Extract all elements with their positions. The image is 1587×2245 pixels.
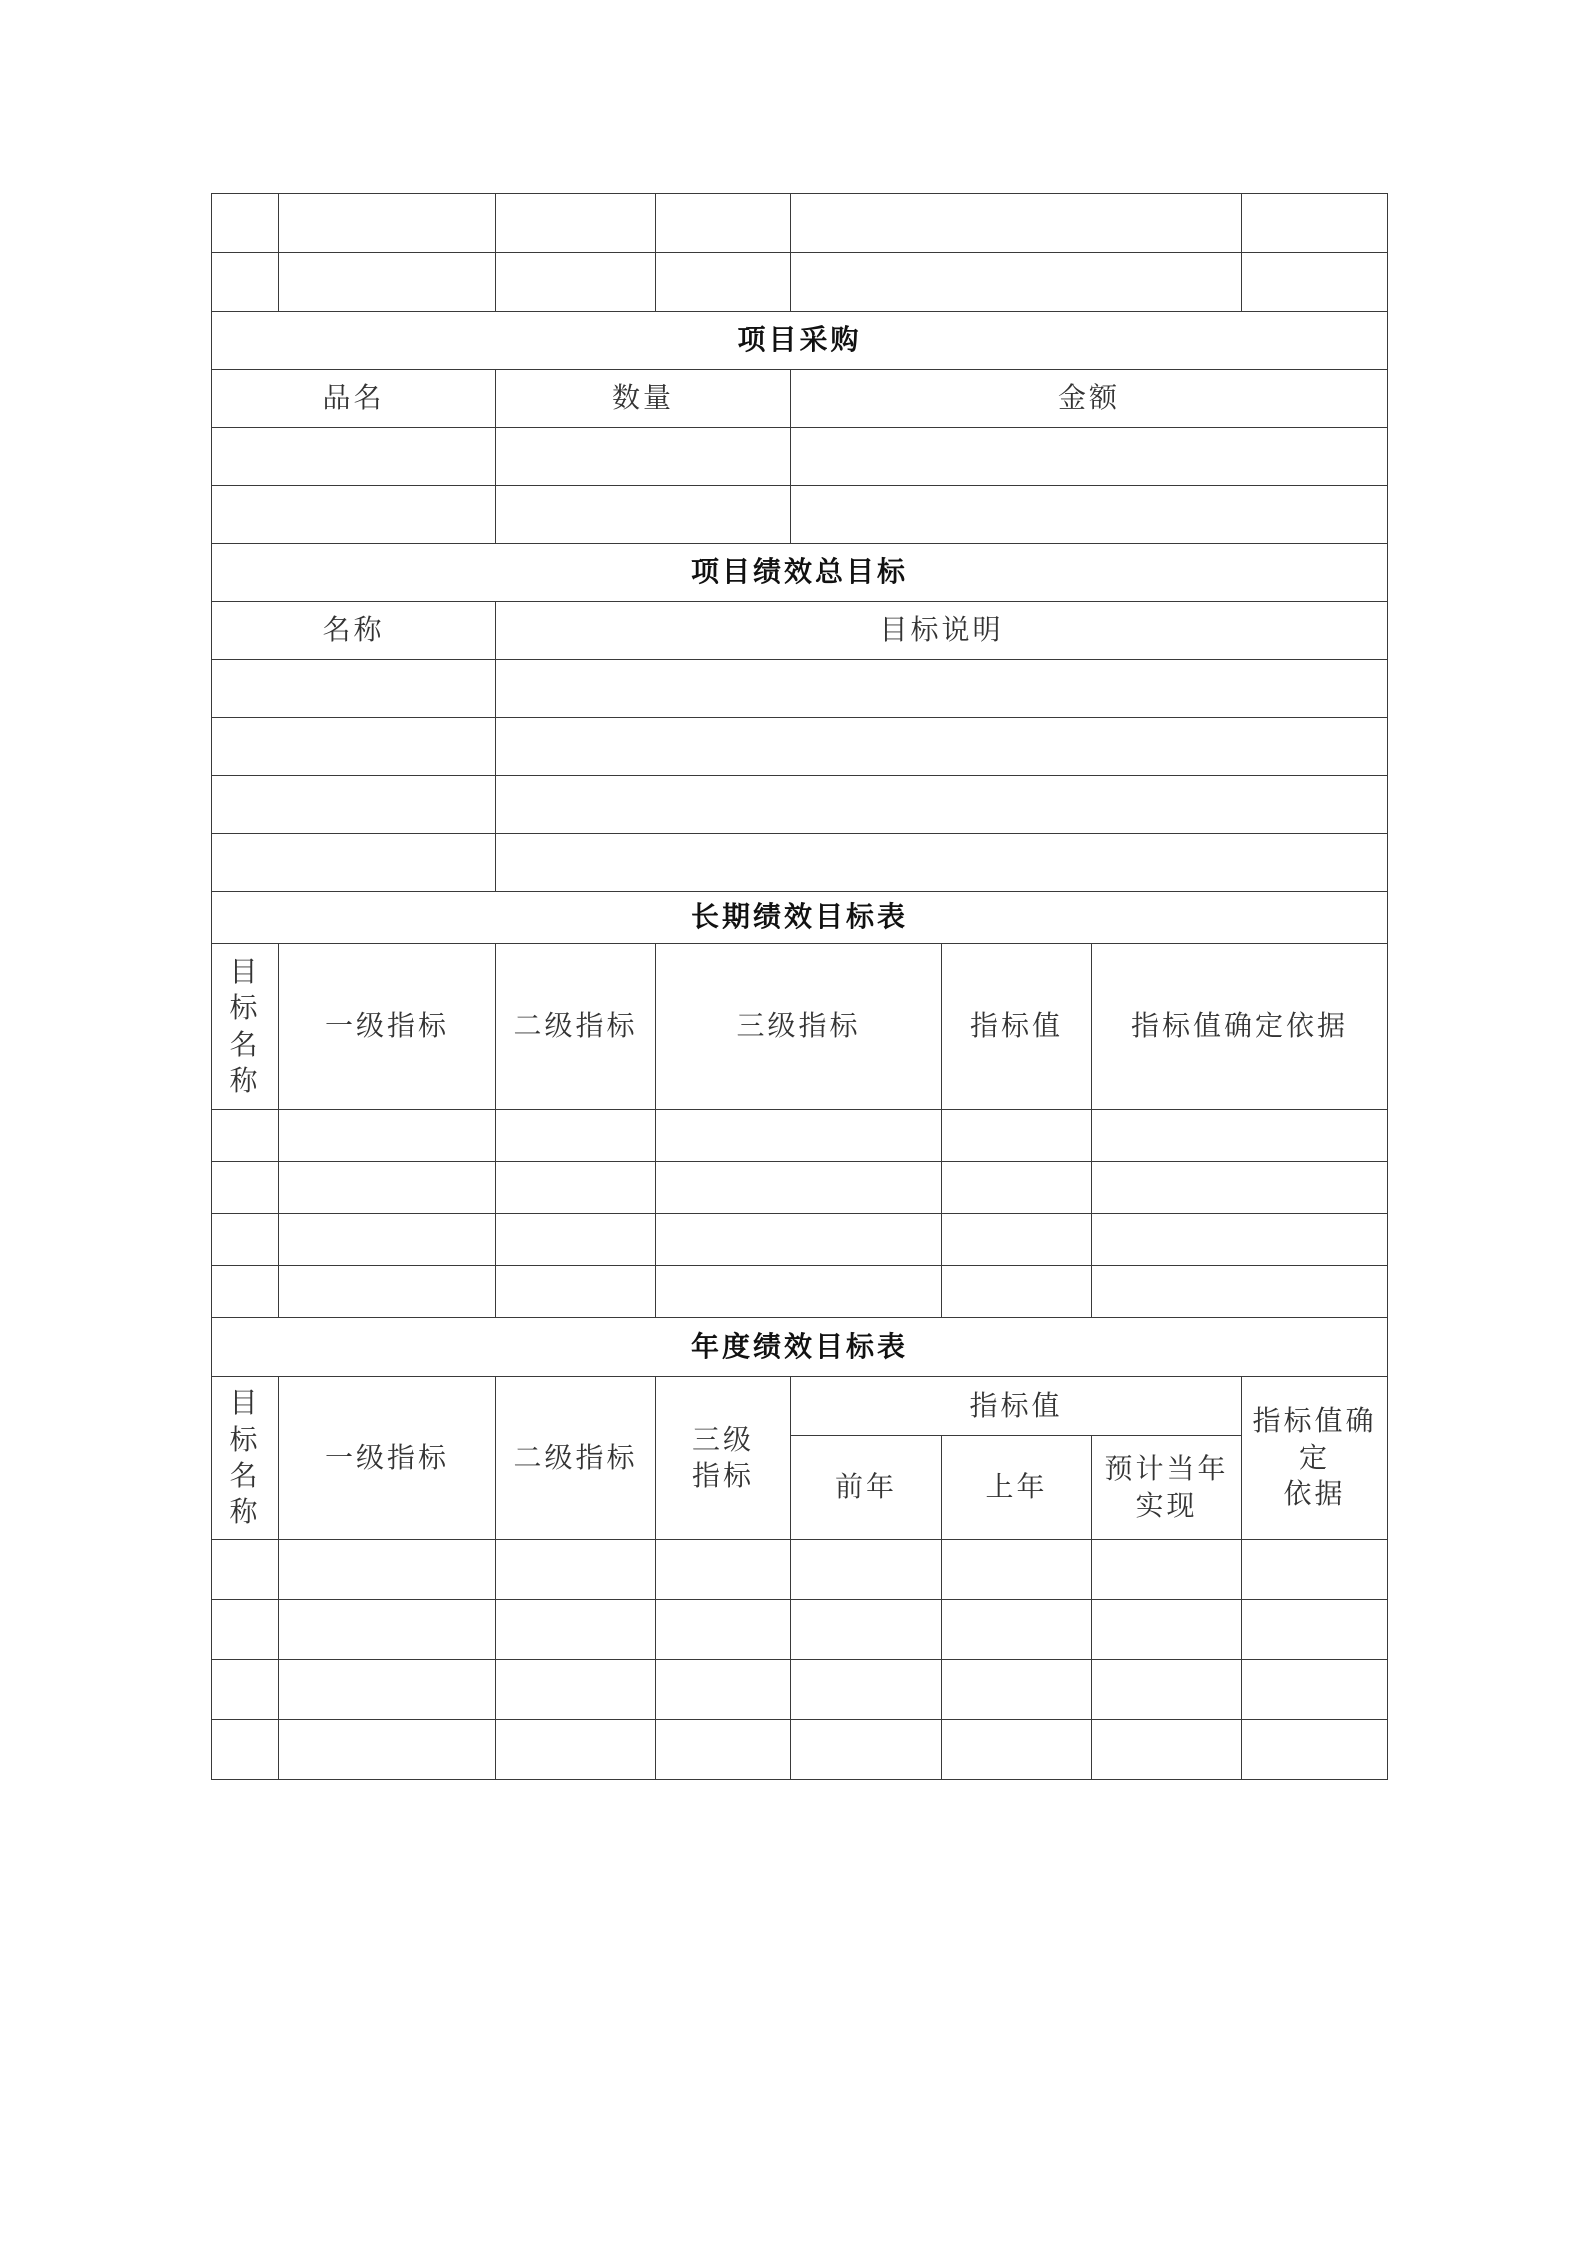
table-cell[interactable]: [212, 834, 496, 892]
table-cell[interactable]: [656, 1720, 791, 1780]
table-cell[interactable]: [1092, 1266, 1388, 1318]
table-cell[interactable]: [656, 1110, 942, 1162]
table-cell[interactable]: [791, 486, 1388, 544]
section-header-row: [212, 892, 1388, 944]
table-cell[interactable]: [942, 1266, 1092, 1318]
column-header-amount: 金额: [791, 370, 1388, 428]
section-header-row: [212, 1318, 1388, 1377]
table-row: [212, 194, 1388, 253]
table-cell[interactable]: [496, 660, 1388, 718]
table-cell[interactable]: [496, 428, 791, 486]
table-cell[interactable]: [212, 194, 279, 253]
column-header-goal-name: 目 标 名 称: [212, 1377, 279, 1540]
table-cell[interactable]: [212, 660, 496, 718]
table-cell[interactable]: [496, 253, 656, 312]
table-cell[interactable]: [212, 1214, 279, 1266]
table-cell[interactable]: [942, 1600, 1092, 1660]
table-cell[interactable]: [656, 253, 791, 312]
table-cell[interactable]: [791, 1600, 942, 1660]
table-row: [212, 776, 1388, 834]
table-cell[interactable]: [496, 718, 1388, 776]
table-row: [212, 428, 1388, 486]
table-cell[interactable]: [791, 194, 1242, 253]
table-cell[interactable]: [942, 1110, 1092, 1162]
table-cell[interactable]: [212, 428, 496, 486]
table-cell[interactable]: [942, 1720, 1092, 1780]
table-row: [212, 718, 1388, 776]
section-header-row: [212, 312, 1388, 370]
table-cell[interactable]: [212, 1600, 279, 1660]
overall-goal-header-row: [212, 602, 1388, 660]
table-cell[interactable]: [212, 1266, 279, 1318]
long-term-title: 长期绩效目标表: [212, 892, 1388, 944]
table-cell[interactable]: [212, 1720, 279, 1780]
column-header-level2: 二级指标: [496, 944, 656, 1110]
table-cell[interactable]: [496, 1660, 656, 1720]
column-header-level1: 一级指标: [279, 944, 496, 1110]
table-cell[interactable]: [1242, 253, 1388, 312]
table-cell[interactable]: [942, 1540, 1092, 1600]
table-cell[interactable]: [1092, 1162, 1388, 1214]
table-cell[interactable]: [279, 1110, 496, 1162]
table-row: [212, 1162, 1388, 1214]
table-cell[interactable]: [942, 1162, 1092, 1214]
table-cell[interactable]: [279, 1540, 496, 1600]
table-cell[interactable]: [496, 194, 656, 253]
table-cell[interactable]: [656, 1660, 791, 1720]
table-cell[interactable]: [279, 194, 496, 253]
table-cell[interactable]: [1092, 1110, 1388, 1162]
column-header-level2: 二级指标: [496, 1377, 656, 1540]
long-term-header-row: [212, 944, 1388, 1110]
table-cell[interactable]: [279, 1720, 496, 1780]
table-cell[interactable]: [656, 1214, 942, 1266]
table-cell[interactable]: [1242, 1660, 1388, 1720]
table-cell[interactable]: [279, 1214, 496, 1266]
table-cell[interactable]: [1242, 1540, 1388, 1600]
table-cell[interactable]: [212, 1110, 279, 1162]
table-row: [212, 486, 1388, 544]
table-cell[interactable]: [1092, 1214, 1388, 1266]
table-cell[interactable]: [496, 1720, 656, 1780]
table-cell[interactable]: [279, 1600, 496, 1660]
table-cell[interactable]: [496, 1540, 656, 1600]
column-header-index-value: 指标值: [942, 944, 1092, 1110]
table-row: [212, 1266, 1388, 1318]
table-cell[interactable]: [212, 1162, 279, 1214]
table-cell[interactable]: [791, 1540, 942, 1600]
table-cell[interactable]: [942, 1214, 1092, 1266]
table-cell[interactable]: [1242, 1600, 1388, 1660]
column-header-year-before-last: 前年: [791, 1436, 942, 1540]
table-cell[interactable]: [496, 486, 791, 544]
performance-form-table: [211, 193, 1388, 1780]
overall-goal-title: 项目绩效总目标: [212, 544, 1388, 602]
table-cell[interactable]: [212, 253, 279, 312]
column-header-level1: 一级指标: [279, 1377, 496, 1540]
table-cell[interactable]: [496, 1110, 656, 1162]
table-cell[interactable]: [212, 1540, 279, 1600]
column-header-goal-description: 目标说明: [496, 602, 1388, 660]
column-header-last-year: 上年: [942, 1436, 1092, 1540]
column-header-level3: 三级指标: [656, 944, 942, 1110]
table-cell[interactable]: [656, 1600, 791, 1660]
table-cell[interactable]: [279, 1266, 496, 1318]
column-header-name: 名称: [212, 602, 496, 660]
table-cell[interactable]: [279, 253, 496, 312]
table-cell[interactable]: [791, 1720, 942, 1780]
table-cell[interactable]: [656, 194, 791, 253]
table-row: [212, 834, 1388, 892]
table-cell[interactable]: [496, 1266, 656, 1318]
table-row: [212, 660, 1388, 718]
table-row: [212, 1660, 1388, 1720]
table-cell[interactable]: [1242, 1720, 1388, 1780]
table-cell[interactable]: [791, 1660, 942, 1720]
table-cell[interactable]: [212, 1660, 279, 1720]
procurement-title: 项目采购: [212, 312, 1388, 370]
table-row: [212, 1214, 1388, 1266]
table-cell[interactable]: [1092, 1720, 1242, 1780]
annual-title: 年度绩效目标表: [212, 1318, 1388, 1377]
table-cell[interactable]: [1092, 1600, 1242, 1660]
table-cell[interactable]: [656, 1540, 791, 1600]
table-row: [212, 1720, 1388, 1780]
table-row: [212, 1110, 1388, 1162]
column-header-level3: 三级 指标: [656, 1377, 791, 1540]
table-cell[interactable]: [496, 1162, 656, 1214]
column-header-index-value: 指标值: [791, 1377, 1242, 1436]
table-row: [212, 1540, 1388, 1600]
column-header-quantity: 数量: [496, 370, 791, 428]
table-row: [212, 1600, 1388, 1660]
annual-header-row: [212, 1377, 1388, 1436]
column-header-basis: 指标值确定依据: [1092, 944, 1388, 1110]
column-header-forecast-current-year: 预计当年 实现: [1092, 1436, 1242, 1540]
table-cell[interactable]: [1092, 1660, 1242, 1720]
table-cell[interactable]: [496, 834, 1388, 892]
table-cell[interactable]: [656, 1162, 942, 1214]
table-cell[interactable]: [279, 1660, 496, 1720]
table-cell[interactable]: [496, 776, 1388, 834]
section-header-row: [212, 544, 1388, 602]
table-cell[interactable]: [279, 1162, 496, 1214]
table-cell[interactable]: [212, 486, 496, 544]
table-cell[interactable]: [1092, 1540, 1242, 1600]
table-cell[interactable]: [791, 253, 1242, 312]
table-cell[interactable]: [656, 1266, 942, 1318]
table-row: [212, 253, 1388, 312]
table-cell[interactable]: [496, 1214, 656, 1266]
column-header-item-name: 品名: [212, 370, 496, 428]
column-header-basis: 指标值确 定 依据: [1242, 1377, 1388, 1540]
procurement-header-row: [212, 370, 1388, 428]
table-cell[interactable]: [212, 776, 496, 834]
table-cell[interactable]: [212, 718, 496, 776]
table-cell[interactable]: [791, 428, 1388, 486]
table-cell[interactable]: [1242, 194, 1388, 253]
table-cell[interactable]: [496, 1600, 656, 1660]
column-header-goal-name: 目 标 名 称: [212, 944, 279, 1110]
table-cell[interactable]: [942, 1660, 1092, 1720]
